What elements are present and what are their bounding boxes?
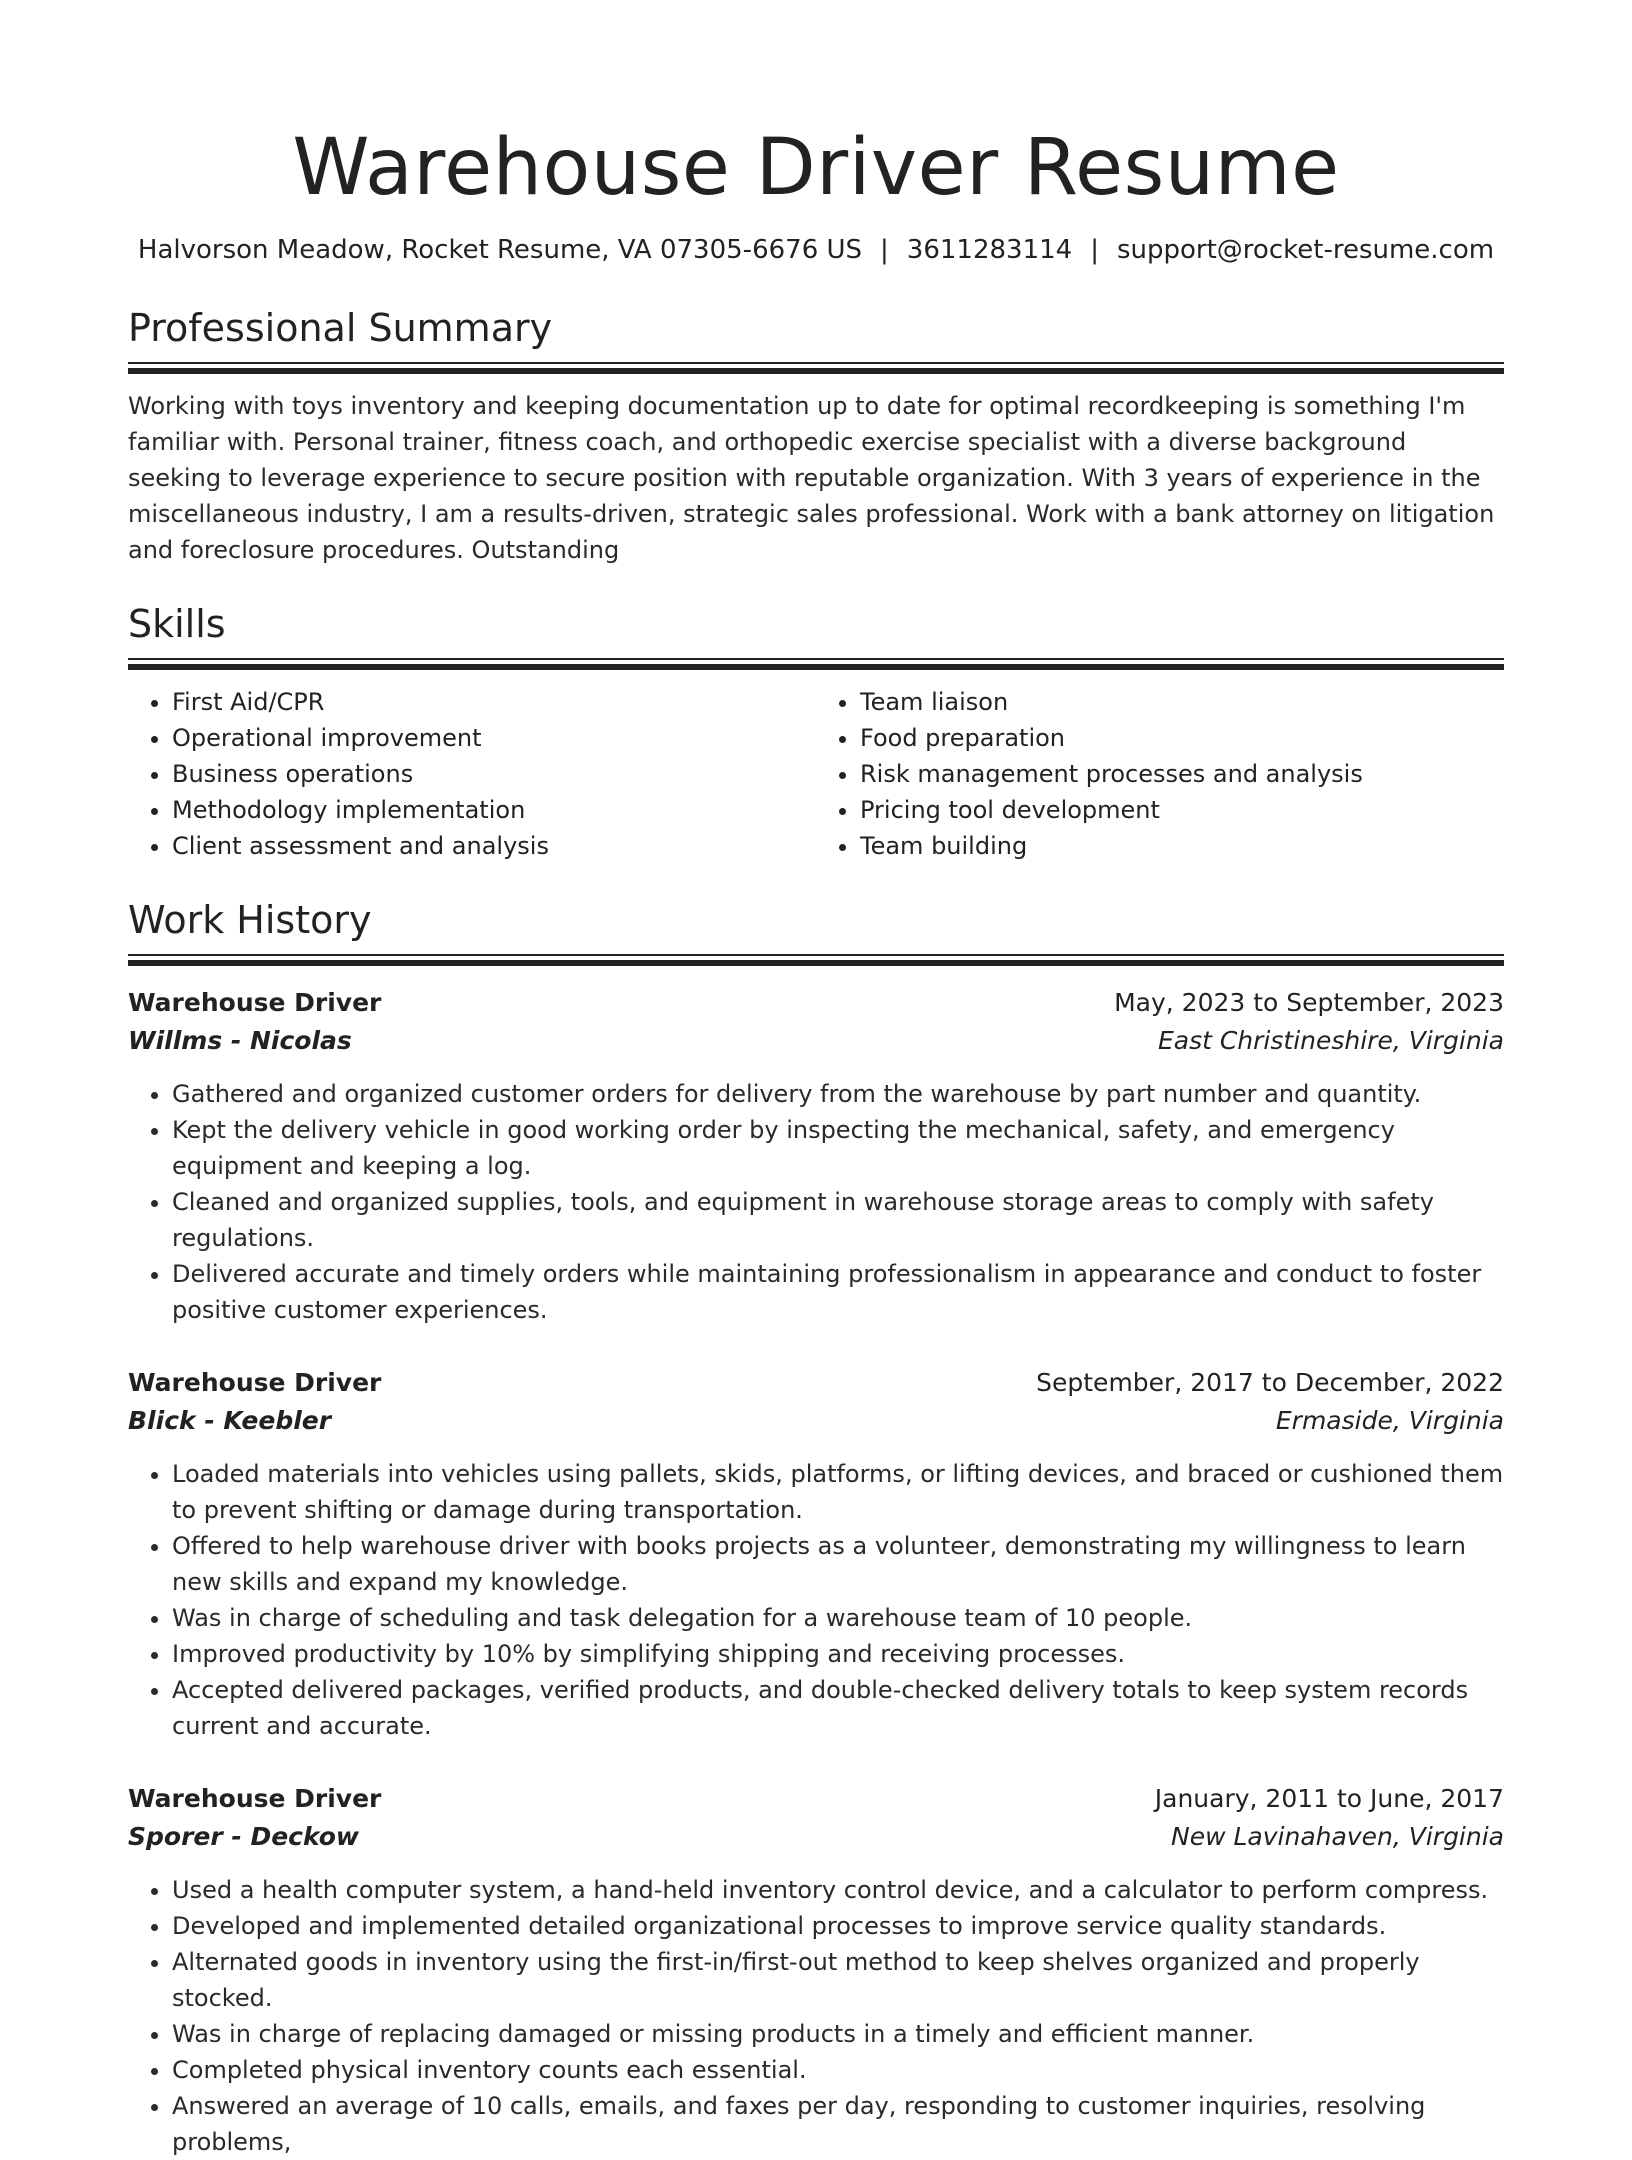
job-bullet: • Accepted delivered packages, verified products, and double-checked delivery totals to keep system records current and accurate. xyxy=(172,1672,1504,1744)
work-history-section xyxy=(128,896,1504,2160)
skill-item: • Business operations xyxy=(172,756,816,792)
skill-item: • Food preparation xyxy=(860,720,1504,756)
summary-text: Working with toys inventory and keeping documentation up to date for optimal recordkeeping is something I'm familiar with. Personal trainer, fitness coach, and orthopedic exercise specialist with a diverse background seeking to leverage experience to secure position with reputable organization. With 3 years of experience in the miscellaneous industry, I am a results-driven, strategic sales professional. Work with a bank attorney on litigation and foreclosure procedures. Outstanding xyxy=(128,392,1495,564)
contact-phone: 3611283114 xyxy=(906,235,1073,265)
job-dates: September, 2017 to December, 2022 xyxy=(1036,1368,1504,1397)
work-history-heading: Work History xyxy=(128,898,372,942)
job-company: Blick - Keebler xyxy=(128,1406,332,1435)
contact-address: Halvorson Meadow, Rocket Resume, VA 07305-6676 US xyxy=(137,235,863,265)
job-subheader xyxy=(128,1402,1504,1440)
job-bullet: • Kept the delivery vehicle in good working order by inspecting the mechanical, safety, and emergency equipment and keeping a log. xyxy=(172,1112,1504,1184)
skill-item: • Team liaison xyxy=(860,684,1504,720)
section-divider xyxy=(128,658,1504,670)
contact-separator: | xyxy=(880,235,889,265)
job-bullet: • Completed physical inventory counts each essential. xyxy=(172,2052,1504,2088)
job-header xyxy=(128,1780,1504,1818)
job-bullet: • Delivered accurate and timely orders while maintaining professionalism in appearance and conduct to foster positive customer experiences. xyxy=(172,1256,1504,1328)
job-bullets xyxy=(128,1872,1504,2160)
skills-grid xyxy=(128,684,1504,864)
section-divider xyxy=(128,362,1504,374)
job-bullet: • Used a health computer system, a hand-held inventory control device, and a calculator to perform compress. xyxy=(172,1872,1504,1908)
job-bullet: • Gathered and organized customer orders for delivery from the warehouse by part number and quantity. xyxy=(172,1076,1504,1112)
skill-item: • Operational improvement xyxy=(172,720,816,756)
skill-item: • Client assessment and analysis xyxy=(172,828,816,864)
skill-item: • Methodology implementation xyxy=(172,792,816,828)
job-title: Warehouse Driver xyxy=(128,988,382,1017)
skills-column-right xyxy=(816,684,1504,864)
job-title: Warehouse Driver xyxy=(128,1368,382,1397)
job-bullet: • Loaded materials into vehicles using pallets, skids, platforms, or lifting devices, and braced or cushioned them to prevent shifting or damage during transportation. xyxy=(172,1456,1504,1528)
summary-section xyxy=(128,304,1504,568)
job-header xyxy=(128,1364,1504,1402)
job-company: Sporer - Deckow xyxy=(128,1822,360,1851)
job-bullet: • Answered an average of 10 calls, emails, and faxes per day, responding to customer inquiries, resolving problems, xyxy=(172,2088,1504,2160)
job-location: New Lavinahaven, Virginia xyxy=(1171,1822,1504,1851)
job-bullet: • Cleaned and organized supplies, tools, and equipment in warehouse storage areas to comply with safety regulations. xyxy=(172,1184,1504,1256)
job-bullets xyxy=(128,1076,1504,1328)
skill-item: • First Aid/CPR xyxy=(172,684,816,720)
contact-separator: | xyxy=(1090,235,1099,265)
skill-item: • Risk management processes and analysis xyxy=(860,756,1504,792)
section-divider xyxy=(128,954,1504,966)
job-entry xyxy=(128,1780,1504,2160)
job-location: East Christineshire, Virginia xyxy=(1157,1026,1504,1055)
job-entry xyxy=(128,1364,1504,1744)
job-subheader xyxy=(128,1022,1504,1060)
job-dates: May, 2023 to September, 2023 xyxy=(1114,988,1504,1017)
skills-column-left xyxy=(128,684,816,864)
job-location: Ermaside, Virginia xyxy=(1275,1406,1504,1435)
job-bullets xyxy=(128,1456,1504,1744)
job-title: Warehouse Driver xyxy=(128,1784,382,1813)
skill-item: • Pricing tool development xyxy=(860,792,1504,828)
job-bullet: • Was in charge of scheduling and task delegation for a warehouse team of 10 people. xyxy=(172,1600,1504,1636)
job-header xyxy=(128,984,1504,1022)
contact-line xyxy=(128,232,1504,268)
contact-email[interactable]: support@rocket-resume.com xyxy=(1116,235,1495,265)
resume-page xyxy=(128,0,1504,2160)
job-subheader xyxy=(128,1818,1504,1856)
job-bullet: • Improved productivity by 10% by simplifying shipping and receiving processes. xyxy=(172,1636,1504,1672)
summary-heading: Professional Summary xyxy=(128,306,553,350)
job-bullet: • Was in charge of replacing damaged or missing products in a timely and efficient manner. xyxy=(172,2016,1504,2052)
job-entry xyxy=(128,984,1504,1328)
job-dates: January, 2011 to June, 2017 xyxy=(1154,1784,1504,1813)
job-bullet: • Alternated goods in inventory using the first-in/first-out method to keep shelves organized and properly stocked. xyxy=(172,1944,1504,2016)
job-bullet: • Offered to help warehouse driver with books projects as a volunteer, demonstrating my willingness to learn new skills and expand my knowledge. xyxy=(172,1528,1504,1600)
skills-heading: Skills xyxy=(128,602,226,646)
skill-item: • Team building xyxy=(860,828,1504,864)
skills-section xyxy=(128,600,1504,864)
page-title: Warehouse Driver Resume xyxy=(292,123,1340,213)
job-bullet: • Developed and implemented detailed organizational processes to improve service quality standards. xyxy=(172,1908,1504,1944)
job-company: Willms - Nicolas xyxy=(128,1026,352,1055)
